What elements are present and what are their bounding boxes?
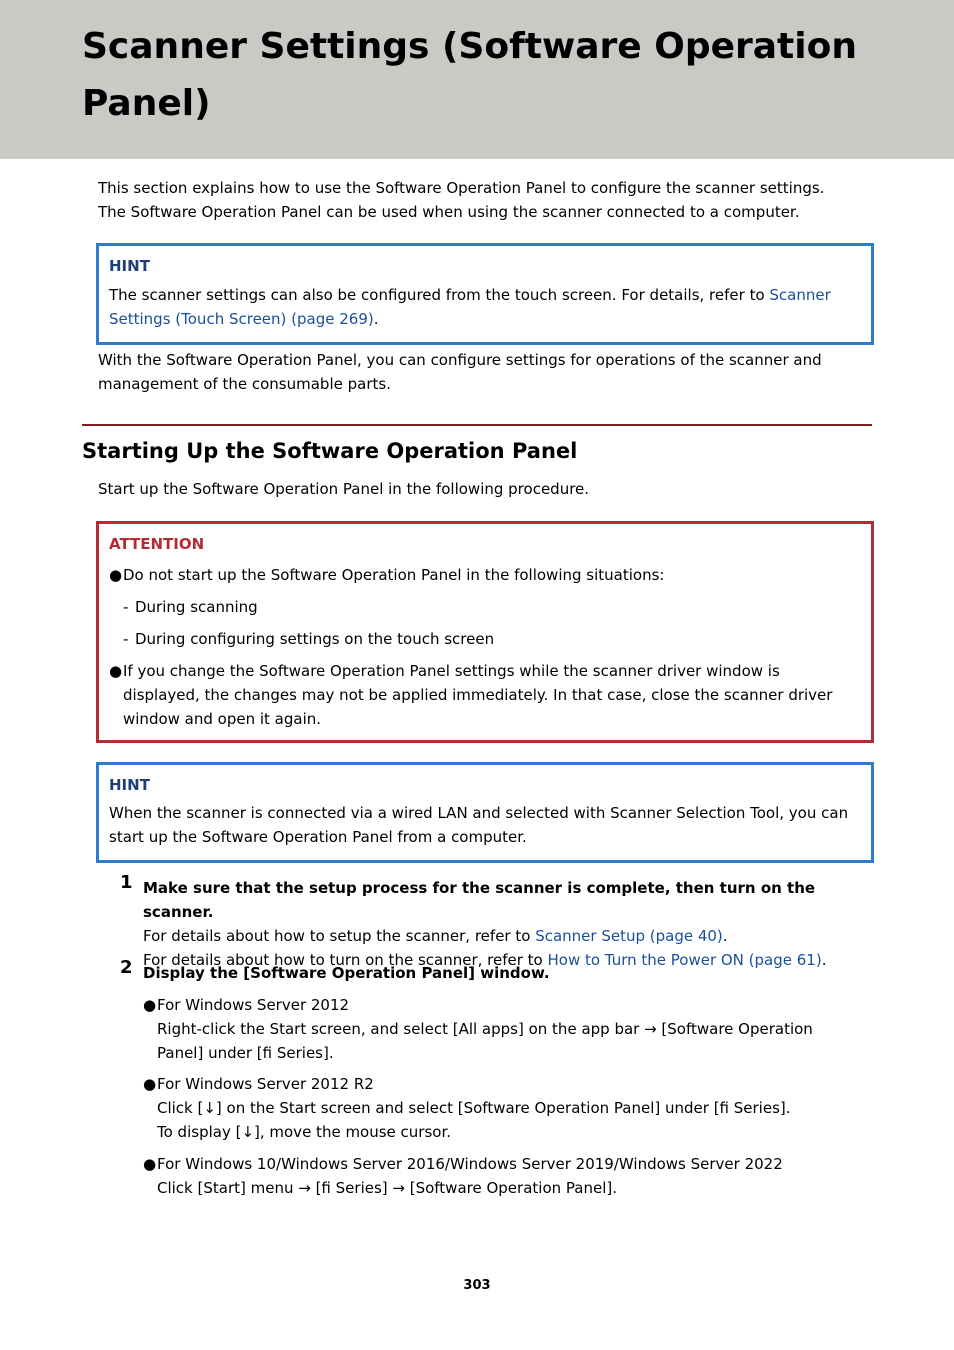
os-title: For Windows Server 2012	[157, 996, 350, 1014]
os-instruction-item	[143, 993, 863, 1065]
attention-item-text: If you change the Software Operation Panel settings while the scanner driver window is displayed, the changes may not be applied immediately. In that case, close the scanner driver window and open it again.	[123, 662, 833, 728]
section-intro: Start up the Software Operation Panel in the following procedure.	[98, 480, 590, 498]
link-turn-power-on[interactable]: How to Turn the Power ON (page 61)	[547, 951, 822, 969]
bullet-icon: ●	[143, 1155, 157, 1173]
step-detail	[143, 924, 860, 948]
intro-line-2: The Software Operation Panel can be used when using the scanner connected to a computer.	[98, 203, 800, 221]
attention-subitem	[109, 595, 861, 619]
attention-item	[109, 563, 861, 587]
os-title: For Windows 10/Windows Server 2016/Windows Server 2019/Windows Server 2022	[157, 1155, 783, 1173]
os-instruction-item	[143, 1072, 863, 1144]
os-instruction: Right-click the Start screen, and select [All apps] on the app bar → [Software Operation Panel] under [fi Series].	[157, 1020, 813, 1062]
attention-item-text: Do not start up the Software Operation Panel in the following situations:	[123, 566, 665, 584]
attention-subitem-text: During configuring settings on the touch screen	[135, 630, 495, 648]
hint-text-period: .	[373, 310, 379, 328]
bullet-icon: ●	[143, 996, 157, 1014]
consumable-paragraph: With the Software Operation Panel, you can configure settings for operations of the scanner and management of the consumable parts.	[98, 351, 822, 393]
os-instruction: Click [↓] on the Start screen and select [Software Operation Panel] under [fi Series].	[157, 1099, 791, 1117]
hint-text-body: The scanner settings can also be configured from the touch screen. For details, refer to	[109, 286, 770, 304]
hint-box-wired-lan	[96, 762, 874, 863]
intro-paragraph	[98, 176, 858, 224]
title-band	[0, 0, 954, 159]
os-instruction: Click [Start] menu → [fi Series] → [Software Operation Panel].	[157, 1179, 617, 1197]
attention-label: ATTENTION	[109, 535, 205, 553]
dash-icon: -	[123, 598, 129, 616]
link-scanner-setup[interactable]: Scanner Setup (page 40)	[535, 927, 723, 945]
step-detail-period: .	[821, 951, 827, 969]
hint-label: HINT	[109, 776, 150, 794]
hint-box-touch-screen	[96, 243, 874, 345]
bullet-icon: ●	[109, 566, 123, 584]
step-1	[120, 872, 860, 972]
dash-icon: -	[123, 630, 129, 648]
bullet-icon: ●	[143, 1075, 157, 1093]
step-number: 1	[120, 872, 133, 893]
step-detail-text: For details about how to turn on the scanner, refer to	[143, 951, 548, 969]
os-instruction: To display [↓], move the mouse cursor.	[157, 1123, 452, 1141]
attention-subitem-text: During scanning	[135, 598, 258, 616]
os-title: For Windows Server 2012 R2	[157, 1075, 374, 1093]
step-heading: Display the [Software Operation Panel] window.	[143, 964, 550, 982]
hint-label: HINT	[109, 257, 150, 275]
attention-subitem	[109, 627, 861, 651]
section-heading: Starting Up the Software Operation Panel	[82, 439, 578, 463]
step-heading: Make sure that the setup process for the scanner is complete, then turn on the scanner.	[143, 879, 816, 921]
step-detail-period: .	[722, 927, 728, 945]
hint-text	[109, 283, 861, 331]
os-instruction-item	[143, 1152, 863, 1200]
attention-item	[109, 659, 861, 731]
step-number: 2	[120, 957, 133, 978]
link-scanner-settings-touch-screen[interactable]: Scanner Settings (Touch Screen) (page 269)	[109, 286, 831, 328]
page-number: 303	[463, 1278, 491, 1293]
step-detail-text: For details about how to setup the scanner, refer to	[143, 927, 536, 945]
page-title: Scanner Settings (Software Operation Panel)	[82, 26, 857, 124]
section-divider	[82, 424, 872, 426]
bullet-icon: ●	[109, 662, 123, 680]
intro-line-1: This section explains how to use the Software Operation Panel to configure the scanner settings.	[98, 179, 825, 197]
hint-text: When the scanner is connected via a wired LAN and selected with Scanner Selection Tool, you can start up the Software Operation Panel from a computer.	[109, 804, 849, 846]
attention-box	[96, 521, 874, 743]
